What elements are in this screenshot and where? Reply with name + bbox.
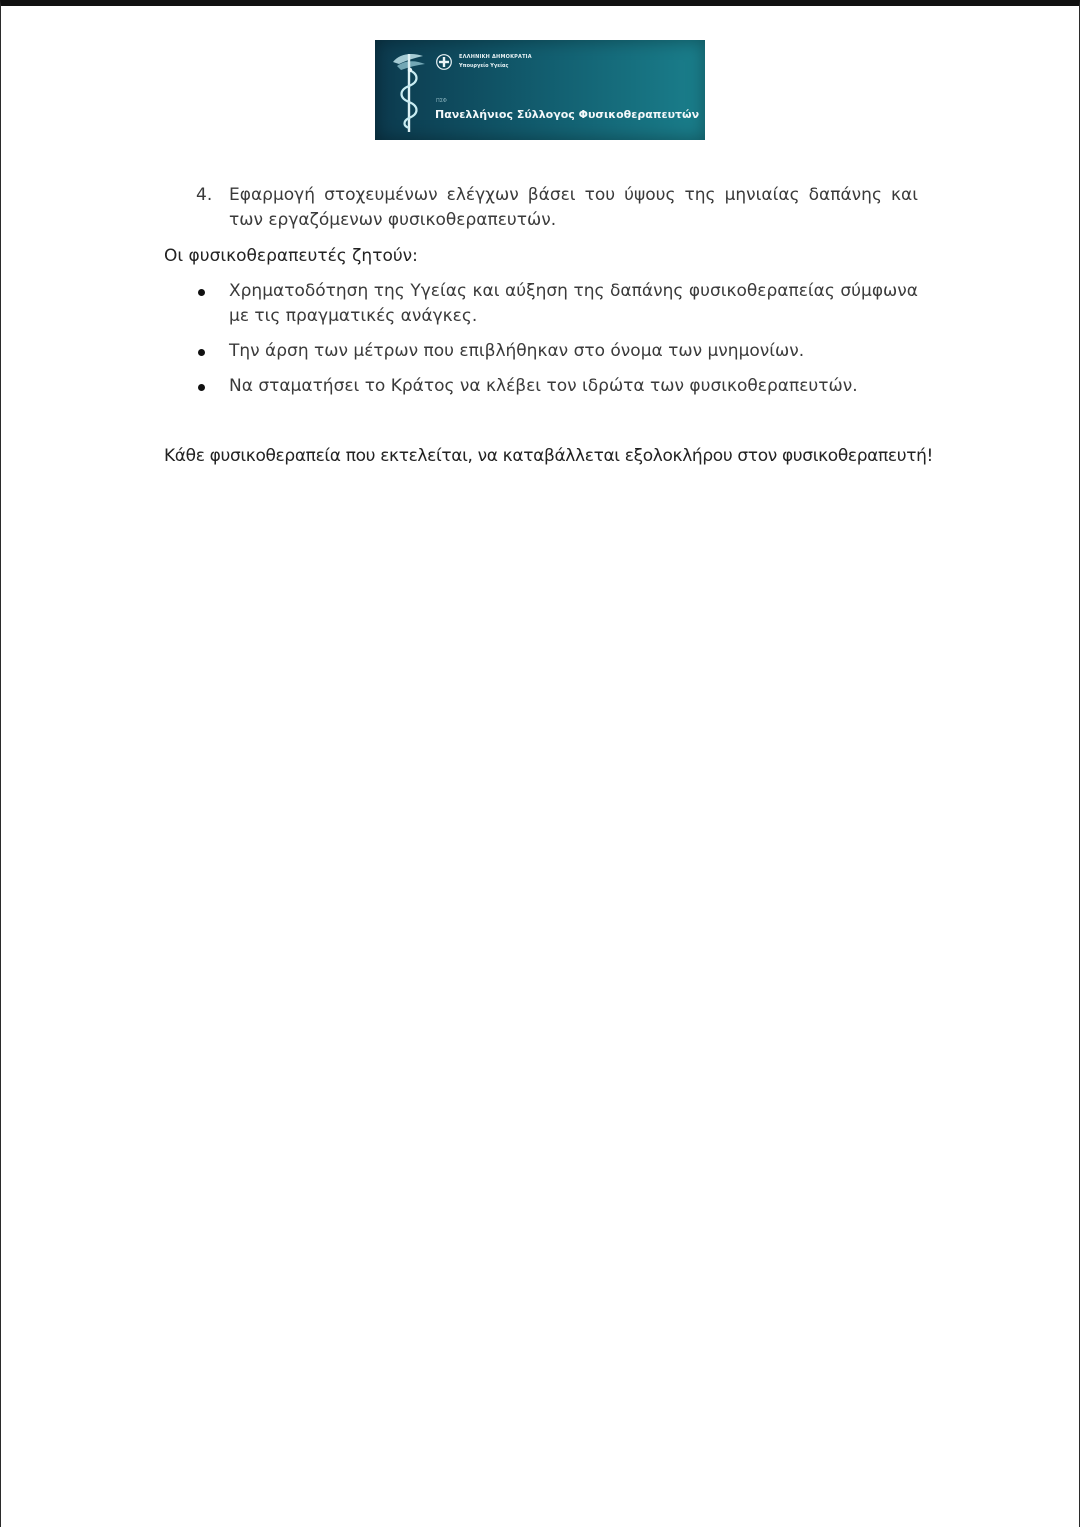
list-item (164, 339, 918, 364)
numbered-list-item (164, 183, 918, 233)
organization-logo-banner (375, 40, 705, 140)
greek-cross-emblem-icon (436, 54, 452, 70)
bullet-icon (198, 289, 205, 296)
demand-text: Να σταματήσει το Κράτος να κλέβει τον ιδρώτα των φυσικοθεραπευτών. (229, 376, 858, 396)
demands-heading: Οι φυσικοθεραπευτές ζητούν: (164, 246, 418, 266)
list-item (164, 374, 918, 399)
list-item-text: Εφαρμογή στοχευμένων ελέγχων βάσει του ύψους της μηνιαίας δαπάνης και των εργαζόμενων φυσικοθεραπευτών. (229, 185, 918, 230)
demand-text: Χρηματοδότηση της Υγείας και αύξηση της δαπάνης φυσικοθεραπείας σύμφωνα με τις πραγματικές ανάγκες. (229, 281, 918, 326)
bullet-icon (198, 384, 205, 391)
list-number: 4. (196, 185, 213, 205)
organization-name: Πανελλήνιος Σύλλογος Φυσικοθεραπευτών (435, 108, 700, 121)
organization-abbreviation: ΠΣΦ (436, 98, 447, 104)
ministry-name: Υπουργείο Υγείας (459, 63, 509, 69)
demand-text: Την άρση των μέτρων που επιβλήθηκαν στο όνομα των μνημονίων. (229, 341, 805, 361)
list-item (164, 279, 918, 329)
asclepius-staff-icon (389, 48, 429, 134)
government-name: ΕΛΛΗΝΙΚΗ ΔΗΜΟΚΡΑΤΙΑ (459, 54, 532, 60)
bullet-icon (198, 349, 205, 356)
demands-list (164, 279, 918, 409)
closing-statement: Κάθε φυσικοθεραπεία που εκτελείται, να καταβάλλεται εξολοκλήρου στον φυσικοθεραπευτή! (164, 446, 934, 466)
